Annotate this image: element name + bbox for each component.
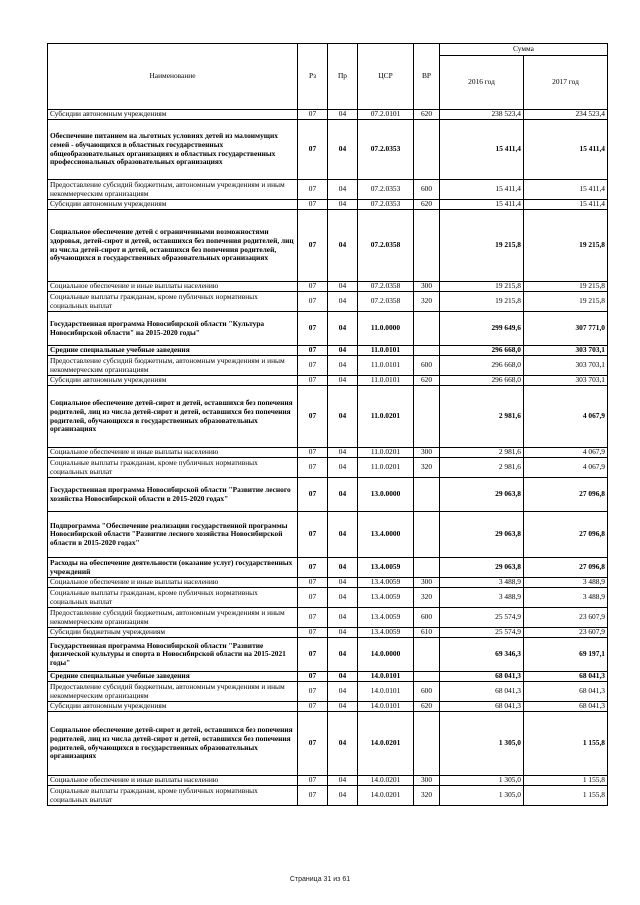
row-csr: 14.0.0201: [358, 712, 414, 776]
table-row: [48, 356, 608, 376]
row-value-2016: 29 063,8: [440, 512, 524, 558]
table-row: [48, 448, 608, 458]
row-rz: 07: [298, 578, 328, 588]
row-value-2017: 19 215,8: [524, 282, 608, 292]
row-rz: 07: [298, 638, 328, 672]
row-value-2017: 4 067,9: [524, 386, 608, 448]
row-name: Социальные выплаты гражданам, кроме публичных нормативных социальных выплат: [48, 458, 298, 478]
row-csr: 13.4.0059: [358, 628, 414, 638]
row-value-2017: 303 703,1: [524, 376, 608, 386]
row-csr: 11.0.0201: [358, 386, 414, 448]
row-name: Предоставление субсидий бюджетным, автономным учреждениям и иным некоммерческим организациям: [48, 180, 298, 200]
table-row: [48, 608, 608, 628]
table-row: [48, 120, 608, 180]
row-rz: 07: [298, 786, 328, 806]
header-vr: ВР: [414, 44, 440, 110]
row-vr: 620: [414, 200, 440, 210]
row-csr: 07.2.0353: [358, 120, 414, 180]
row-value-2017: 3 488,9: [524, 588, 608, 608]
row-vr: 600: [414, 682, 440, 702]
row-rz: 07: [298, 120, 328, 180]
table-body: [48, 110, 608, 806]
row-pr: 04: [328, 110, 358, 120]
table-row: [48, 376, 608, 386]
row-pr: 04: [328, 312, 358, 346]
row-vr: [414, 386, 440, 448]
row-vr: [414, 346, 440, 356]
row-name: Государственная программа Новосибирской области "Культура Новосибирской области" на 2015-2020 годы": [48, 312, 298, 346]
row-rz: 07: [298, 458, 328, 478]
row-name: Государственная программа Новосибирской области "Развитие физической культуры и спорта в Новосибирской области на 2015-2021 годы": [48, 638, 298, 672]
row-pr: 04: [328, 386, 358, 448]
table-row: [48, 386, 608, 448]
table-row: [48, 180, 608, 200]
row-csr: 07.2.0358: [358, 210, 414, 282]
row-rz: 07: [298, 682, 328, 702]
row-pr: 04: [328, 702, 358, 712]
row-value-2017: 68 041,3: [524, 682, 608, 702]
row-csr: 07.2.0353: [358, 200, 414, 210]
row-vr: [414, 558, 440, 578]
header-year-2017: 2017 год: [524, 56, 608, 110]
row-name: Социальное обеспечение детей-сирот и детей, оставшихся без попечения родителей, лиц из числа детей-сирот и детей, оставшихся без попечения родителей, обучающихся в государственных образовательных организациях: [48, 386, 298, 448]
row-vr: 620: [414, 702, 440, 712]
row-name: Социальные выплаты гражданам, кроме публичных нормативных социальных выплат: [48, 588, 298, 608]
row-name: Предоставление субсидий бюджетным, автономным учреждениям и иным некоммерческим организациям: [48, 356, 298, 376]
table-row: [48, 558, 608, 578]
row-value-2017: 1 155,8: [524, 776, 608, 786]
row-vr: [414, 210, 440, 282]
row-vr: [414, 712, 440, 776]
row-pr: 04: [328, 292, 358, 312]
row-value-2016: 15 411,4: [440, 200, 524, 210]
row-value-2016: 29 063,8: [440, 478, 524, 512]
row-vr: [414, 312, 440, 346]
row-csr: 07.2.0101: [358, 110, 414, 120]
row-pr: 04: [328, 512, 358, 558]
header-pr: Пр: [328, 44, 358, 110]
header-rz: Рз: [298, 44, 328, 110]
row-value-2016: 15 411,4: [440, 120, 524, 180]
row-vr: 320: [414, 458, 440, 478]
row-vr: [414, 120, 440, 180]
row-value-2017: 3 488,9: [524, 578, 608, 588]
row-value-2017: 1 155,8: [524, 786, 608, 806]
row-name: Предоставление субсидий бюджетным, автономным учреждениям и иным некоммерческим организациям: [48, 608, 298, 628]
row-rz: 07: [298, 478, 328, 512]
row-csr: 13.4.0059: [358, 558, 414, 578]
row-value-2016: 2 981,6: [440, 458, 524, 478]
row-value-2016: 19 215,8: [440, 292, 524, 312]
table-row: [48, 110, 608, 120]
row-value-2016: 3 488,9: [440, 578, 524, 588]
row-pr: 04: [328, 180, 358, 200]
row-vr: 300: [414, 282, 440, 292]
row-value-2017: 68 041,3: [524, 702, 608, 712]
row-value-2016: 29 063,8: [440, 558, 524, 578]
row-pr: 04: [328, 786, 358, 806]
row-rz: 07: [298, 292, 328, 312]
row-csr: 07.2.0358: [358, 292, 414, 312]
row-csr: 14.0.0201: [358, 776, 414, 786]
row-csr: 14.0.0000: [358, 638, 414, 672]
row-value-2017: 27 096,8: [524, 478, 608, 512]
row-vr: 320: [414, 588, 440, 608]
row-pr: 04: [328, 458, 358, 478]
row-name: Социальное обеспечение и иные выплаты населению: [48, 578, 298, 588]
row-value-2016: 238 523,4: [440, 110, 524, 120]
budget-table: [47, 43, 608, 806]
row-value-2016: 296 668,0: [440, 356, 524, 376]
table-row: [48, 512, 608, 558]
row-vr: 320: [414, 786, 440, 806]
row-rz: 07: [298, 376, 328, 386]
header-sum: Сумма: [440, 44, 608, 56]
table-row: [48, 588, 608, 608]
row-pr: 04: [328, 346, 358, 356]
row-value-2017: 303 703,1: [524, 356, 608, 376]
row-name: Средние специальные учебные заведения: [48, 346, 298, 356]
row-pr: 04: [328, 672, 358, 682]
row-name: Социальное обеспечение детей с ограниченными возможностями здоровья, детей-сирот и детей, оставшихся без попечения родителей, лиц из числа детей-сирот и детей, оставшихся без попечения родителей, обучающихся в государственных образовательных организациях: [48, 210, 298, 282]
row-value-2016: 3 488,9: [440, 588, 524, 608]
row-name: Социальное обеспечение и иные выплаты населению: [48, 448, 298, 458]
row-value-2016: 2 981,6: [440, 386, 524, 448]
row-vr: 300: [414, 448, 440, 458]
row-name: Средние специальные учебные заведения: [48, 672, 298, 682]
row-rz: 07: [298, 356, 328, 376]
table-row: [48, 638, 608, 672]
row-value-2017: 68 041,3: [524, 672, 608, 682]
table-row: [48, 458, 608, 478]
row-rz: 07: [298, 702, 328, 712]
row-pr: 04: [328, 558, 358, 578]
row-csr: 13.4.0059: [358, 608, 414, 628]
row-pr: 04: [328, 478, 358, 512]
row-vr: 300: [414, 776, 440, 786]
row-value-2016: 68 041,3: [440, 702, 524, 712]
row-csr: 11.0.0101: [358, 346, 414, 356]
row-rz: 07: [298, 558, 328, 578]
table-row: [48, 312, 608, 346]
row-rz: 07: [298, 672, 328, 682]
row-value-2016: 2 981,6: [440, 448, 524, 458]
row-pr: 04: [328, 638, 358, 672]
row-rz: 07: [298, 588, 328, 608]
row-csr: 11.0.0101: [358, 376, 414, 386]
row-rz: 07: [298, 776, 328, 786]
row-pr: 04: [328, 712, 358, 776]
row-value-2017: 23 607,9: [524, 628, 608, 638]
table-row: [48, 682, 608, 702]
row-csr: 11.0.0000: [358, 312, 414, 346]
row-vr: 610: [414, 628, 440, 638]
row-value-2017: 27 096,8: [524, 512, 608, 558]
row-pr: 04: [328, 376, 358, 386]
row-csr: 14.0.0201: [358, 786, 414, 806]
table-row: [48, 712, 608, 776]
row-rz: 07: [298, 180, 328, 200]
table-row: [48, 578, 608, 588]
row-pr: 04: [328, 356, 358, 376]
row-vr: 320: [414, 292, 440, 312]
row-value-2016: 296 668,0: [440, 346, 524, 356]
row-value-2017: 303 703,1: [524, 346, 608, 356]
table-row: [48, 702, 608, 712]
row-csr: 13.4.0000: [358, 512, 414, 558]
row-csr: 14.0.0101: [358, 672, 414, 682]
row-vr: 600: [414, 356, 440, 376]
row-value-2016: 25 574,9: [440, 608, 524, 628]
row-name: Социальное обеспечение и иные выплаты населению: [48, 282, 298, 292]
row-pr: 04: [328, 210, 358, 282]
row-pr: 04: [328, 628, 358, 638]
row-csr: 14.0.0101: [358, 682, 414, 702]
row-pr: 04: [328, 448, 358, 458]
row-rz: 07: [298, 512, 328, 558]
header-year-2016: 2016 год: [440, 56, 524, 110]
row-name: Обеспечение питанием на льготных условиях детей из малоимущих семей - обучающихся в областных государственных общеобразовательных организациях и областных государственных профессиональных образовательных организациях: [48, 120, 298, 180]
row-vr: 300: [414, 578, 440, 588]
row-name: Предоставление субсидий бюджетным, автономным учреждениям и иным некоммерческим организациям: [48, 682, 298, 702]
row-rz: 07: [298, 312, 328, 346]
row-value-2017: 15 411,4: [524, 120, 608, 180]
page-footer: Страница 31 из 61: [289, 876, 351, 883]
row-csr: 07.2.0358: [358, 282, 414, 292]
row-value-2016: 15 411,4: [440, 180, 524, 200]
row-pr: 04: [328, 578, 358, 588]
row-pr: 04: [328, 120, 358, 180]
row-name: Социальные выплаты гражданам, кроме публичных нормативных социальных выплат: [48, 786, 298, 806]
row-vr: [414, 478, 440, 512]
row-pr: 04: [328, 200, 358, 210]
row-rz: 07: [298, 712, 328, 776]
row-value-2016: 19 215,8: [440, 210, 524, 282]
row-value-2016: 69 346,3: [440, 638, 524, 672]
row-vr: 600: [414, 180, 440, 200]
row-value-2016: 1 305,0: [440, 776, 524, 786]
row-value-2017: 234 523,4: [524, 110, 608, 120]
row-value-2017: 4 067,9: [524, 448, 608, 458]
row-vr: [414, 638, 440, 672]
row-value-2017: 23 607,9: [524, 608, 608, 628]
row-value-2016: 1 305,0: [440, 786, 524, 806]
header-name: Наименование: [48, 44, 298, 110]
row-value-2017: 4 067,9: [524, 458, 608, 478]
row-rz: 07: [298, 346, 328, 356]
row-rz: 07: [298, 608, 328, 628]
row-rz: 07: [298, 386, 328, 448]
row-value-2016: 296 668,0: [440, 376, 524, 386]
row-vr: 620: [414, 376, 440, 386]
row-csr: 13.4.0059: [358, 588, 414, 608]
row-csr: 13.0.0000: [358, 478, 414, 512]
row-csr: 14.0.0101: [358, 702, 414, 712]
row-value-2017: 69 197,1: [524, 638, 608, 672]
table-row: [48, 292, 608, 312]
row-pr: 04: [328, 776, 358, 786]
row-rz: 07: [298, 200, 328, 210]
row-csr: 13.4.0059: [358, 578, 414, 588]
row-pr: 04: [328, 282, 358, 292]
row-name: Субсидии автономным учреждениям: [48, 110, 298, 120]
row-csr: 11.0.0201: [358, 458, 414, 478]
row-csr: 07.2.0353: [358, 180, 414, 200]
row-name: Социальное обеспечение детей-сирот и детей, оставшихся без попечения родителей, лиц из числа детей-сирот и детей, оставшихся без попечения родителей, обучающихся в государственных образовательных организациях: [48, 712, 298, 776]
row-vr: 620: [414, 110, 440, 120]
row-value-2016: 19 215,8: [440, 282, 524, 292]
row-value-2016: 299 649,6: [440, 312, 524, 346]
row-vr: [414, 512, 440, 558]
row-rz: 07: [298, 282, 328, 292]
table-row: [48, 478, 608, 512]
table-row: [48, 628, 608, 638]
table-row: [48, 786, 608, 806]
row-value-2017: 15 411,4: [524, 200, 608, 210]
row-name: Субсидии бюджетным учреждениям: [48, 628, 298, 638]
row-name: Социальное обеспечение и иные выплаты населению: [48, 776, 298, 786]
row-value-2017: 1 155,8: [524, 712, 608, 776]
row-csr: 11.0.0201: [358, 448, 414, 458]
header-csr: ЦСР: [358, 44, 414, 110]
row-value-2017: 27 096,8: [524, 558, 608, 578]
row-value-2017: 15 411,4: [524, 180, 608, 200]
table-row: [48, 776, 608, 786]
row-value-2016: 68 041,3: [440, 672, 524, 682]
row-pr: 04: [328, 588, 358, 608]
row-pr: 04: [328, 608, 358, 628]
table-row: [48, 346, 608, 356]
table-row: [48, 672, 608, 682]
row-rz: 07: [298, 110, 328, 120]
table-row: [48, 210, 608, 282]
row-rz: 07: [298, 448, 328, 458]
row-value-2017: 19 215,8: [524, 210, 608, 282]
row-value-2016: 68 041,3: [440, 682, 524, 702]
row-name: Государственная программа Новосибирской области "Развитие лесного хозяйства Новосибирской области в 2015-2020 годах": [48, 478, 298, 512]
table-row: [48, 200, 608, 210]
table-row: [48, 282, 608, 292]
row-rz: 07: [298, 210, 328, 282]
row-vr: 600: [414, 608, 440, 628]
row-value-2016: 1 305,0: [440, 712, 524, 776]
row-name: Субсидии автономным учреждениям: [48, 376, 298, 386]
row-name: Подпрограмма "Обеспечение реализации государственной программы Новосибирской области "Развитие лесного хозяйства Новосибирской области в 2015-2020 годах": [48, 512, 298, 558]
row-vr: [414, 672, 440, 682]
row-name: Расходы на обеспечение деятельности (оказание услуг) государственных учреждений: [48, 558, 298, 578]
row-csr: 11.0.0101: [358, 356, 414, 376]
row-name: Субсидии автономным учреждениям: [48, 200, 298, 210]
row-value-2016: 25 574,9: [440, 628, 524, 638]
row-name: Субсидии автономным учреждениям: [48, 702, 298, 712]
row-value-2017: 307 771,0: [524, 312, 608, 346]
row-name: Социальные выплаты гражданам, кроме публичных нормативных социальных выплат: [48, 292, 298, 312]
row-pr: 04: [328, 682, 358, 702]
row-rz: 07: [298, 628, 328, 638]
row-value-2017: 19 215,8: [524, 292, 608, 312]
